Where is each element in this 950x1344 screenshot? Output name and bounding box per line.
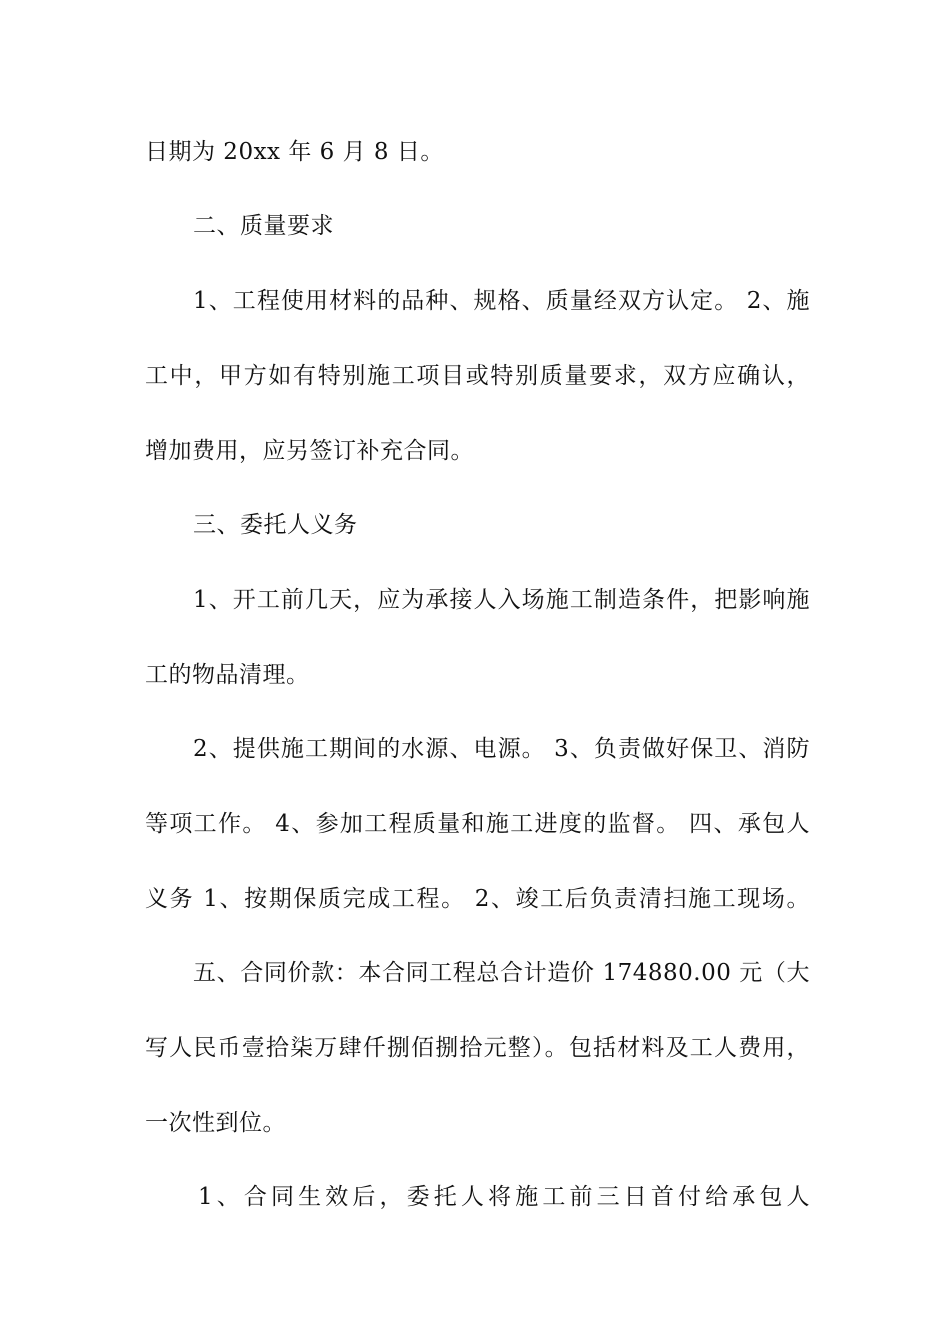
text-line: 等项工作。 4、参加工程质量和施工进度的监督。 四、承包人 <box>145 811 810 837</box>
text-line: 写人民币壹拾柒万肆仟捌佰捌拾元整）。包括材料及工人费用， <box>145 1035 810 1061</box>
text-line: 1、合同生效后，委托人将施工前三日首付给承包人 <box>198 1184 810 1210</box>
text-line: 增加费用，应另签订补充合同。 <box>145 438 474 464</box>
section-heading: 三、委托人义务 <box>193 512 358 538</box>
text-line: 日期为 20xx 年 6 月 8 日。 <box>145 139 444 165</box>
text-line: 1、开工前几天，应为承接人入场施工制造条件，把影响施 <box>193 587 810 613</box>
text-line: 义务 1、按期保质完成工程。 2、竣工后负责清扫施工现场。 <box>145 886 810 912</box>
text-line: 五、合同价款：本合同工程总合计造价 174880.00 元（大 <box>193 960 810 986</box>
text-line: 工的物品清理。 <box>145 662 310 688</box>
text-line: 1、工程使用材料的品种、规格、质量经双方认定。 2、施 <box>193 288 810 314</box>
text-line: 2、提供施工期间的水源、电源。 3、负责做好保卫、消防 <box>193 736 810 762</box>
section-heading: 二、质量要求 <box>193 213 334 239</box>
text-line: 一次性到位。 <box>145 1110 286 1136</box>
text-line: 工中，甲方如有特别施工项目或特别质量要求，双方应确认， <box>145 363 810 389</box>
